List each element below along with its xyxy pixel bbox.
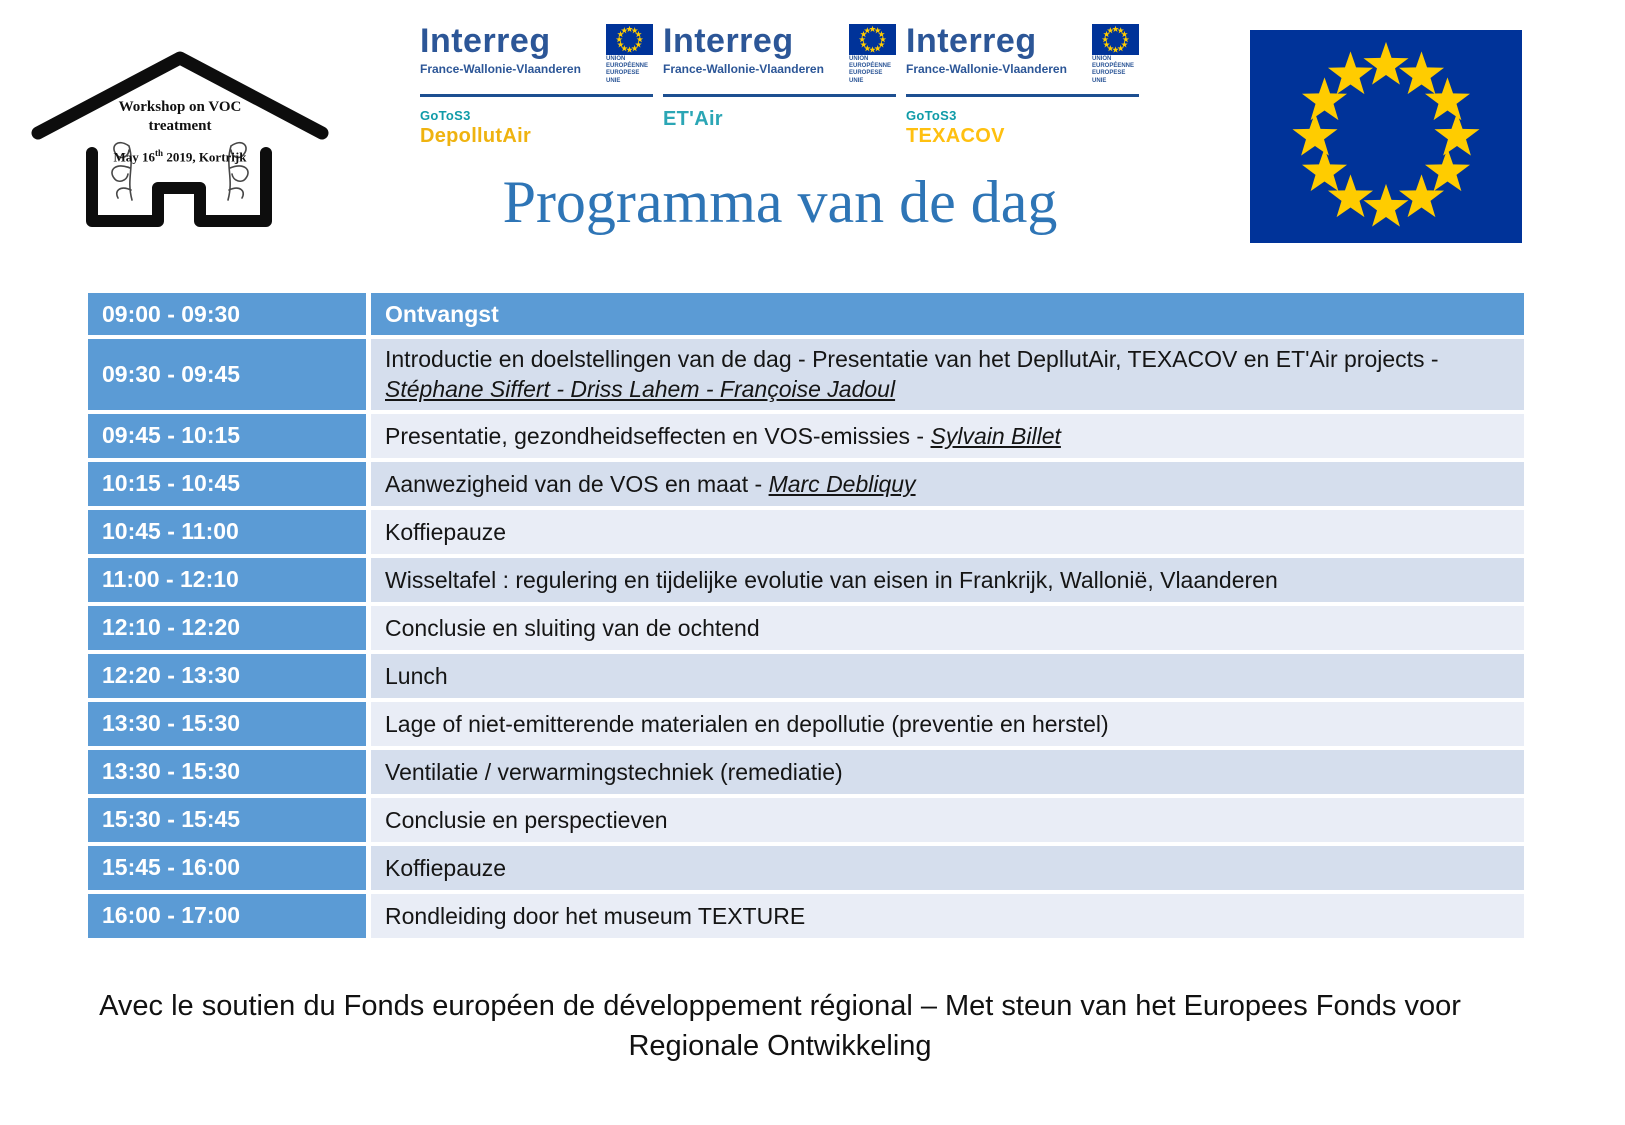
activity-text: Ontvangst [385, 300, 499, 327]
interreg-divider-line [906, 94, 1139, 97]
program-name: GoToS3 [420, 107, 471, 123]
workshop-date-prefix: May 16 [113, 149, 156, 165]
activity-text: Lunch [385, 662, 448, 689]
interreg-region-text: France-Wallonie-Vlaanderen [420, 62, 581, 76]
activity-cell [371, 798, 1524, 842]
table-row [88, 846, 1524, 890]
interreg-brand-text: Interreg [663, 22, 794, 60]
time-cell: 15:45 - 16:00 [88, 846, 366, 890]
activity-cell [371, 414, 1524, 458]
interreg-subbrand [663, 108, 896, 131]
table-row [88, 558, 1524, 602]
time-cell: 13:30 - 15:30 [88, 702, 366, 746]
interreg-region-text: France-Wallonie-Vlaanderen [663, 62, 824, 76]
activity-cell [371, 462, 1524, 506]
activity-text-wrap [385, 853, 506, 883]
eu-flag [1250, 30, 1522, 243]
eu-flag-icon [1092, 24, 1139, 55]
table-row [88, 606, 1524, 650]
activity-text: Rondleiding door het museum TEXTURE [385, 902, 806, 929]
eu-flag-small [606, 24, 653, 85]
activity-text-wrap [385, 661, 448, 691]
workshop-date-sup: th [155, 148, 164, 158]
table-row [88, 750, 1524, 794]
interreg-subbrand [420, 108, 653, 148]
time-cell: 15:30 - 15:45 [88, 798, 366, 842]
interreg-brand-text: Interreg [906, 22, 1037, 60]
interreg-logos-row [420, 24, 1139, 148]
activity-text: Presentatie, gezondheidseffecten en VOS-emissies - [385, 422, 931, 449]
interreg-logo-block [420, 24, 653, 148]
table-row [88, 654, 1524, 698]
activity-text-wrap [385, 469, 916, 499]
interreg-region-text: France-Wallonie-Vlaanderen [906, 62, 1067, 76]
time-cell: 09:30 - 09:45 [88, 339, 366, 410]
interreg-wordmark [663, 24, 824, 76]
activity-text: Conclusie en perspectieven [385, 806, 668, 833]
interreg-logo-top [663, 24, 896, 85]
activity-text: Ventilatie / verwarmingstechniek (remediatie) [385, 758, 843, 785]
workshop-title-line2: treatment [148, 117, 212, 134]
eu-caption-line2: EUROPESE UNIE [1092, 70, 1126, 84]
workshop-date [30, 148, 330, 165]
workshop-title-line1: Workshop on VOC [118, 99, 242, 115]
activity-text-wrap [385, 613, 760, 643]
activity-cell [371, 510, 1524, 554]
eu-caption-line1: UNION EUROPÉENNE [606, 56, 649, 70]
funding-statement: Avec le soutien du Fonds européen de développement régional – Met steun van het Europees Fonds voor Regionale Ontwikkeling [99, 990, 1461, 1063]
activity-text-wrap [385, 805, 668, 835]
workshop-title [30, 98, 330, 136]
activity-text: Conclusie en sluiting van de ochtend [385, 614, 760, 641]
time-cell: 13:30 - 15:30 [88, 750, 366, 794]
interreg-wordmark [420, 24, 581, 76]
interreg-wordmark [906, 24, 1067, 76]
eu-flag-small [1092, 24, 1139, 85]
activity-text-wrap [385, 901, 805, 931]
interreg-divider-line [420, 94, 653, 97]
eu-flag-icon [606, 24, 653, 55]
interreg-logo-block [906, 24, 1139, 148]
activity-cell [371, 558, 1524, 602]
activity-cell [371, 702, 1524, 746]
eu-flag-icon [1250, 30, 1522, 243]
schedule-table [88, 293, 1524, 942]
table-row [88, 293, 1524, 335]
eu-flag-caption [606, 56, 653, 85]
activity-text-wrap [385, 299, 499, 329]
activity-cell [371, 339, 1524, 410]
activity-text: Lage of niet-emitterende materialen en depollutie (preventie en herstel) [385, 710, 1109, 737]
eu-caption-line1: UNION EUROPÉENNE [849, 56, 892, 70]
eu-flag-caption [1092, 56, 1139, 85]
activity-cell [371, 750, 1524, 794]
project-name: TEXACOV [906, 124, 1005, 147]
time-cell: 09:00 - 09:30 [88, 293, 366, 335]
interreg-logo-top [420, 24, 653, 85]
interreg-subbrand [906, 108, 1139, 148]
table-row [88, 702, 1524, 746]
table-row [88, 510, 1524, 554]
table-row [88, 339, 1524, 410]
program-name: GoToS3 [906, 107, 957, 123]
time-cell: 16:00 - 17:00 [88, 894, 366, 938]
interreg-brand-text: Interreg [420, 22, 551, 60]
time-cell: 12:10 - 12:20 [88, 606, 366, 650]
time-cell: 12:20 - 13:30 [88, 654, 366, 698]
time-cell: 10:15 - 10:45 [88, 462, 366, 506]
eu-flag-caption [849, 56, 896, 85]
activity-text-wrap [385, 565, 1278, 595]
activity-text: Wisseltafel : regulering en tijdelijke evolutie van eisen in Frankrijk, Wallonië, Vlaanderen [385, 566, 1278, 593]
activity-text-wrap [385, 421, 1061, 451]
activity-text: Introductie en doelstellingen van de dag - Presentatie van het DepllutAir, TEXACOV en ET'Air projects - [385, 346, 1439, 372]
eu-caption-line2: EUROPESE UNIE [606, 70, 640, 84]
workshop-house-logo [30, 38, 330, 233]
activity-text-wrap [385, 344, 1510, 405]
activity-text-wrap [385, 517, 506, 547]
eu-flag-small [849, 24, 896, 85]
speaker-names: Marc Debliquy [768, 470, 916, 497]
page-title: Programma van de dag [502, 169, 1058, 235]
eu-caption-line1: UNION EUROPÉENNE [1092, 56, 1135, 70]
activity-cell [371, 846, 1524, 890]
table-row [88, 894, 1524, 938]
activity-text-wrap [385, 709, 1109, 739]
activity-text: Aanwezigheid van de VOS en maat - [385, 470, 769, 497]
eu-caption-line2: EUROPESE UNIE [849, 70, 883, 84]
activity-cell [371, 654, 1524, 698]
project-name: ET'Air [663, 107, 723, 130]
activity-cell [371, 894, 1524, 938]
speaker-names: Stéphane Siffert - Driss Lahem - Françoise Jadoul [385, 376, 896, 403]
house-outline-icon [30, 38, 330, 233]
time-cell: 10:45 - 11:00 [88, 510, 366, 554]
activity-text: Koffiepauze [385, 854, 507, 881]
activity-text: Koffiepauze [385, 518, 507, 545]
activity-cell [371, 293, 1524, 335]
interreg-logo-block [663, 24, 896, 148]
time-cell: 09:45 - 10:15 [88, 414, 366, 458]
interreg-logo-top [906, 24, 1139, 85]
workshop-date-suffix: 2019, Kortrijk [163, 149, 247, 165]
table-row [88, 462, 1524, 506]
time-cell: 11:00 - 12:10 [88, 558, 366, 602]
interreg-divider-line [663, 94, 896, 97]
project-name: DepollutAir [420, 124, 532, 147]
table-row [88, 414, 1524, 458]
activity-text-wrap [385, 757, 843, 787]
table-row [88, 798, 1524, 842]
activity-cell [371, 606, 1524, 650]
speaker-names: Sylvain Billet [930, 422, 1061, 449]
eu-flag-icon [849, 24, 896, 55]
